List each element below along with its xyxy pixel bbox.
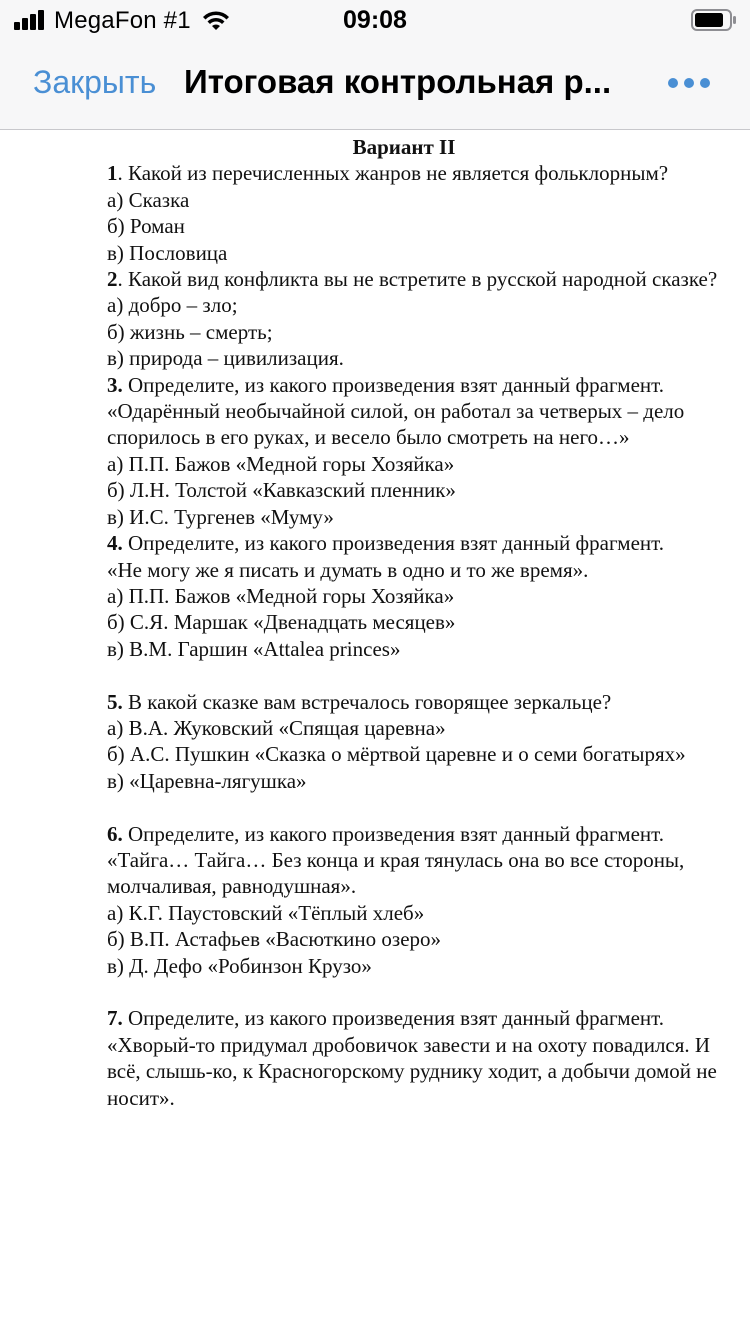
question-4 bbox=[107, 530, 727, 662]
answer-option: в) И.С. Тургенев «Муму» bbox=[107, 504, 334, 529]
answer-option: б) А.С. Пушкин «Сказка о мёртвой царевне и о семи богатырях» bbox=[107, 742, 686, 767]
question-5 bbox=[107, 689, 727, 795]
answer-option: в) В.М. Гаршин «Attalea princes» bbox=[107, 636, 401, 661]
battery-icon bbox=[691, 8, 737, 32]
blank-line bbox=[107, 794, 727, 820]
question-quote: «Не могу же я писать и думать в одно и то же время». bbox=[107, 557, 589, 582]
question-quote: «Одарённый необычайной силой, он работал за четверых – дело спорилось в его руках, и весело было смотреть на него…» bbox=[107, 399, 685, 450]
question-text: 4. Определите, из какого произведения взят данный фрагмент. bbox=[107, 531, 664, 556]
question-text: 3. Определите, из какого произведения взят данный фрагмент. bbox=[107, 372, 664, 397]
question-2 bbox=[107, 266, 727, 372]
answer-option: а) К.Г. Паустовский «Тёплый хлеб» bbox=[107, 900, 425, 925]
question-text: 1. Какой из перечисленных жанров не является фольклорным? bbox=[107, 161, 669, 186]
answer-option: а) Сказка bbox=[107, 187, 190, 212]
answer-option: в) «Царевна-лягушка» bbox=[107, 768, 307, 793]
question-text: 2. Какой вид конфликта вы не встретите в русской народной сказке? bbox=[107, 267, 718, 292]
answer-option: б) В.П. Астафьев «Васюткино озеро» bbox=[107, 927, 442, 952]
question-7 bbox=[107, 1005, 727, 1111]
answer-option: в) Пословица bbox=[107, 240, 228, 265]
question-1 bbox=[107, 160, 727, 266]
variant-heading: Вариант II bbox=[352, 135, 456, 159]
question-text: 7. Определите, из какого произведения взят данный фрагмент. bbox=[107, 1006, 664, 1031]
nav-bar bbox=[0, 40, 750, 130]
answer-option: б) жизнь – смерть; bbox=[107, 319, 273, 344]
question-quote: «Хворый-то придумал дробовичок завести и на охоту повадился. И всё, слышь-ко, к Красногорскому руднику ходит, а добычи домой не носит». bbox=[107, 1032, 717, 1110]
answer-option: б) С.Я. Маршак «Двенадцать месяцев» bbox=[107, 610, 456, 635]
question-quote: «Тайга… Тайга… Без конца и края тянулась она во все стороны, молчаливая, равнодушная». bbox=[107, 847, 685, 899]
answer-option: а) П.П. Бажов «Медной горы Хозяйка» bbox=[107, 583, 455, 608]
close-button[interactable]: Закрыть bbox=[33, 64, 157, 100]
answer-option: б) Л.Н. Толстой «Кавказский пленник» bbox=[107, 478, 456, 503]
more-options-icon[interactable] bbox=[668, 76, 710, 90]
question-text: 5. В какой сказке вам встречалось говорящее зеркальце? bbox=[107, 689, 612, 714]
question-6 bbox=[107, 821, 727, 979]
page-title: Итоговая контрольная р... bbox=[184, 63, 612, 100]
answer-option: в) Д. Дефо «Робинзон Крузо» bbox=[107, 953, 372, 978]
question-3 bbox=[107, 372, 727, 530]
answer-option: а) П.П. Бажов «Медной горы Хозяйка» bbox=[107, 451, 455, 476]
answer-option: а) добро – зло; bbox=[107, 293, 238, 318]
question-text: 6. Определите, из какого произведения взят данный фрагмент. bbox=[107, 821, 664, 846]
status-bar bbox=[0, 0, 750, 40]
blank-line bbox=[107, 979, 727, 1005]
blank-line bbox=[107, 662, 727, 688]
answer-option: в) природа – цивилизация. bbox=[107, 346, 344, 371]
document-content bbox=[107, 134, 727, 1111]
answer-option: б) Роман bbox=[107, 214, 185, 239]
status-time: 09:08 bbox=[343, 6, 407, 34]
answer-option: а) В.А. Жуковский «Спящая царевна» bbox=[107, 715, 446, 740]
carrier-name: MegaFon #1 bbox=[54, 7, 191, 34]
